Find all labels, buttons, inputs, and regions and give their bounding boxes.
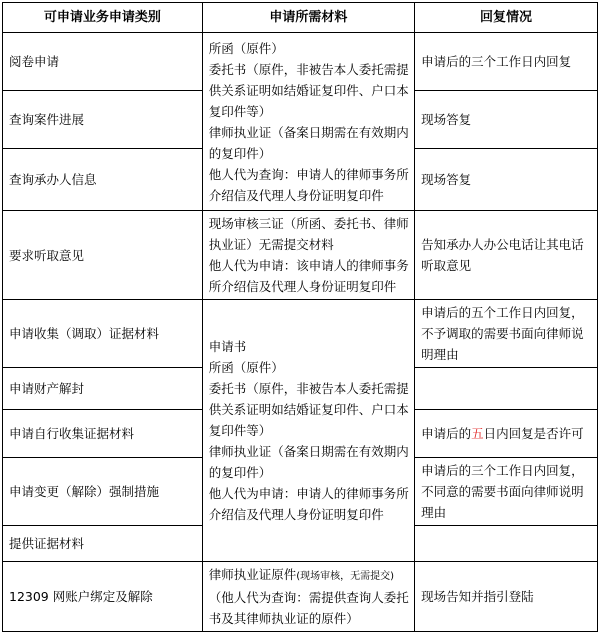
material-item xyxy=(209,564,410,587)
table-row xyxy=(3,300,598,368)
reply-text: 申请后的 xyxy=(421,426,472,441)
header-row xyxy=(3,3,598,33)
table-row xyxy=(3,562,598,632)
materials-cell xyxy=(202,211,414,300)
material-item: 申请书 xyxy=(208,339,247,354)
material-item: 现场审核三证（所函、委托书、律师执业证）无需提交材料 xyxy=(208,216,409,252)
table-row xyxy=(3,211,598,300)
material-item: 所函（原件） xyxy=(208,360,284,375)
category-cell: 申请收集（调取）证据材料 xyxy=(3,300,203,368)
material-item: 他人代为查询：申请人的律师事务所介绍信及代理人身份证明复印件 xyxy=(208,166,409,203)
material-item: 律师执业证（备案日期需在有效期内的复印件） xyxy=(208,444,409,480)
category-cell: 提供证据材料 xyxy=(3,526,203,562)
material-item: 所函（原件） xyxy=(208,40,284,56)
category-cell: 查询承办人信息 xyxy=(3,149,203,211)
category-cell: 申请财产解封 xyxy=(3,368,203,410)
application-table xyxy=(2,2,598,632)
material-item: 委托书（原件，非被告本人委托需提供关系证明如结婚证复印件、户口本复印件等） xyxy=(208,61,409,119)
category-cell: 12309 网账户绑定及解除 xyxy=(3,562,203,632)
reply-cell: 告知承办人办公电话让其电话听取意见 xyxy=(415,211,598,300)
reply-cell: 申请后的三个工作日内回复，不同意的需要书面向律师说明理由 xyxy=(415,458,598,526)
materials-cell xyxy=(202,300,414,562)
material-note: (现场审核，无需提交) xyxy=(296,571,395,582)
material-item: （他人代为查询：需提供查询人委托书及其律师执业证的原件） xyxy=(208,590,409,626)
category-cell: 查询案件进展 xyxy=(3,91,203,149)
material-item: 他人代为申请：申请人的律师事务所介绍信及代理人身份证明复印件 xyxy=(208,486,409,522)
reply-text: 日内回复是否许可 xyxy=(483,426,584,441)
header-materials: 申请所需材料 xyxy=(202,3,414,33)
materials-cell xyxy=(202,562,414,632)
category-cell: 要求听取意见 xyxy=(3,211,203,300)
reply-cell: 现场答复 xyxy=(415,91,598,149)
header-reply: 回复情况 xyxy=(415,3,598,33)
category-cell: 申请自行收集证据材料 xyxy=(3,410,203,458)
reply-cell xyxy=(415,368,598,410)
material-item: 律师执业证（备案日期需在有效期内的复印件） xyxy=(208,124,409,161)
reply-cell: 申请后的五个工作日内回复，不予调取的需要书面向律师说明理由 xyxy=(415,300,598,368)
reply-cell: 现场答复 xyxy=(415,149,598,211)
reply-cell: 申请后的三个工作日内回复 xyxy=(415,33,598,91)
category-cell: 申请变更（解除）强制措施 xyxy=(3,458,203,526)
material-item: 他人代为申请：该申请人的律师事务所介绍信及代理人身份证明复印件 xyxy=(208,258,409,294)
category-cell: 阅卷申请 xyxy=(3,33,203,91)
reply-cell: 现场告知并指引登陆 xyxy=(415,562,598,632)
material-main: 律师执业证原件 xyxy=(208,567,297,582)
header-category: 可申请业务申请类别 xyxy=(3,3,203,33)
reply-cell xyxy=(415,526,598,562)
reply-highlight: 五 xyxy=(471,426,484,441)
material-item: 委托书（原件，非被告本人委托需提供关系证明如结婚证复印件、户口本复印件等） xyxy=(208,381,409,438)
table-row xyxy=(3,33,598,91)
reply-cell xyxy=(415,410,598,458)
materials-cell xyxy=(202,33,414,211)
